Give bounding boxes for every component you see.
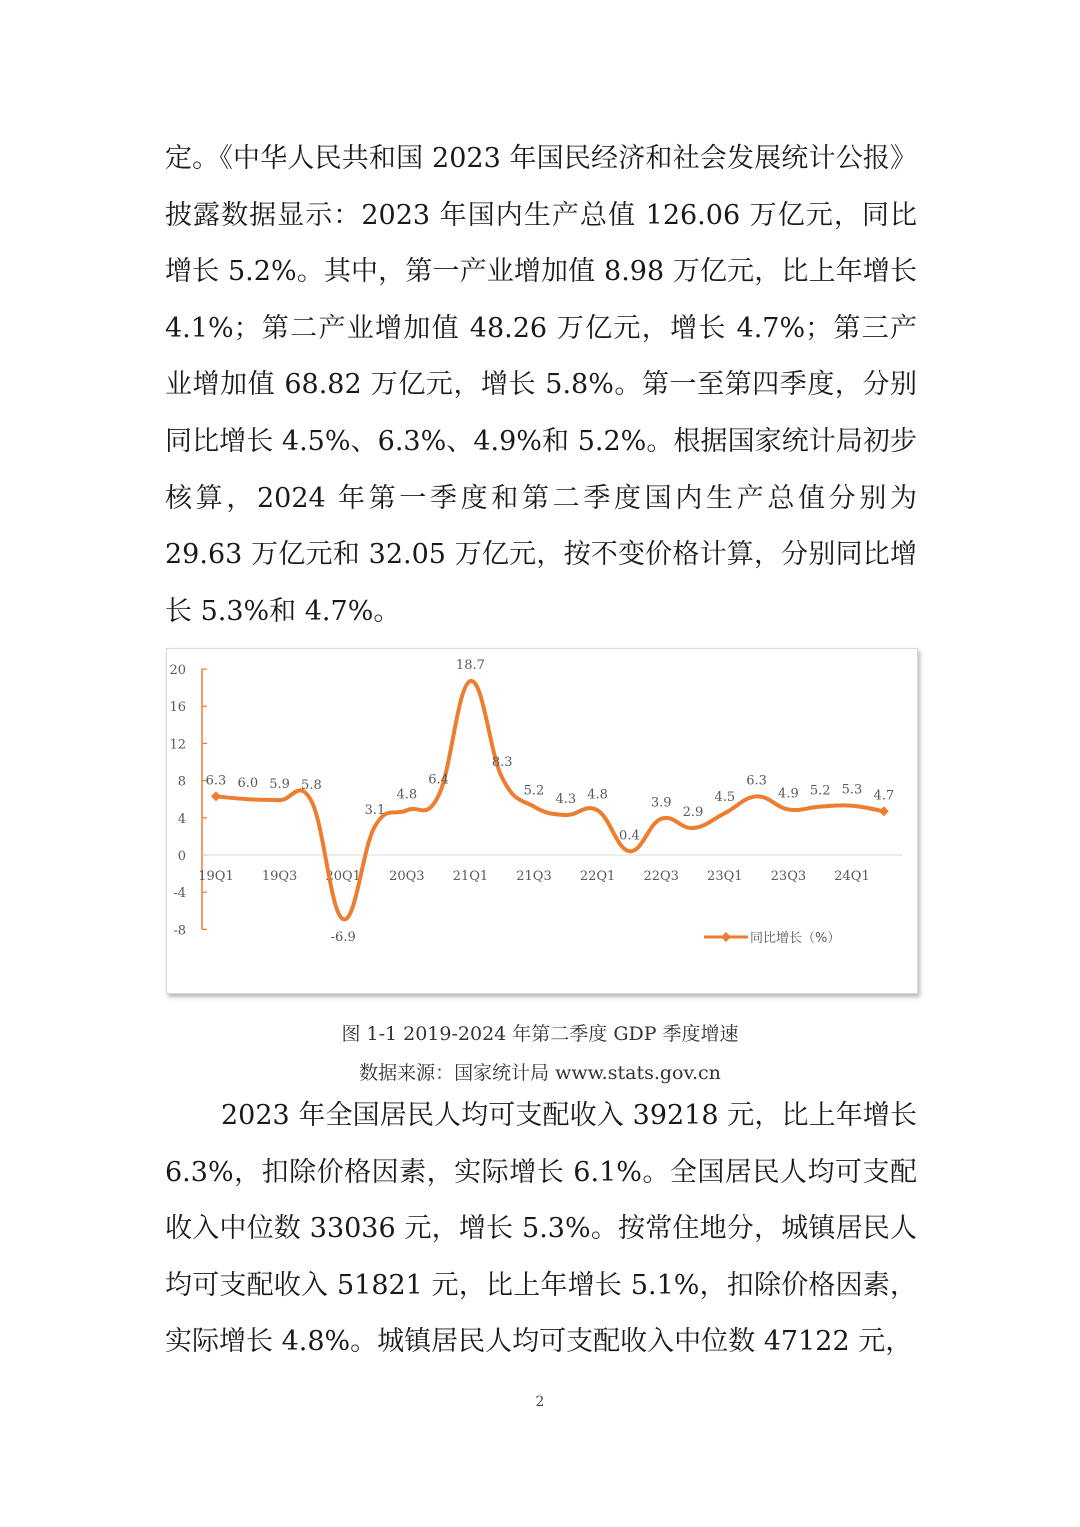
data-label: 6.3 — [205, 773, 227, 789]
x-tick-label: 23Q1 — [707, 869, 743, 884]
legend-label: 同比增长（%） — [750, 931, 841, 946]
x-tick-label: 23Q3 — [770, 869, 807, 884]
data-label: 4.7 — [873, 788, 895, 804]
y-tick-label: -4 — [173, 886, 186, 902]
x-tick-label: 19Q1 — [198, 869, 234, 884]
x-tick-label: 21Q1 — [452, 869, 489, 884]
y-tick-label: 4 — [177, 811, 186, 827]
data-label: 0.4 — [619, 828, 640, 844]
y-tick-label: 16 — [169, 700, 186, 716]
figure-caption: 图 1-1 2019-2024 年第二季度 GDP 季度增速 — [341, 1023, 739, 1045]
data-label: 3.1 — [364, 803, 386, 819]
y-tick-label: -8 — [173, 923, 186, 939]
figure-source: 数据来源：国家统计局 www.stats.gov.cn — [359, 1062, 721, 1084]
x-tick-label: 22Q3 — [643, 869, 679, 884]
x-tick-label: 24Q1 — [834, 869, 870, 884]
data-label: 6.3 — [746, 773, 767, 789]
data-label: 6.0 — [237, 776, 259, 792]
point-marker — [879, 806, 889, 816]
x-tick-label: 20Q3 — [389, 869, 425, 884]
data-label: 4.5 — [714, 790, 736, 806]
data-label: 5.9 — [269, 777, 290, 793]
data-label: 2.9 — [682, 805, 704, 821]
data-label: 4.8 — [396, 787, 418, 803]
y-tick-label: 8 — [177, 774, 186, 790]
y-tick-label: 12 — [169, 737, 186, 753]
data-label: 6.4 — [428, 772, 449, 788]
body-paragraph-gdp: 定。《中华人民共和国 2023 年国民经济和社会发展统计公报》披露数据显示：2023 年国内生产总值 126.06 万亿元，同比增长 5.2%。其中，第一产业增加值 8.98 万亿元，比上年增长 4.1%；第二产业增加值 48.26 万亿元，增长 4.7%；第三产业增加值 68.82 万亿元，增长 5.8%。第一至第四季度，分别同比增长 4.5%、6.3%、4.9%和 5.2%。根据国家统计局初步核算，2024 年第一季度和第二季度国内生产总值分别为 29.63 万亿元和 32.05 万亿元，按不变价格计算，分别同比增长 5.3%和 4.7%。 — [165, 143, 917, 627]
x-tick-label: 20Q1 — [325, 869, 361, 884]
data-label: 4.9 — [778, 786, 799, 802]
x-tick-label: 21Q3 — [516, 869, 552, 884]
x-tick-label: 19Q3 — [261, 869, 298, 884]
data-label: 18.7 — [455, 658, 485, 674]
y-tick-label: 0 — [177, 849, 186, 864]
data-label: 4.8 — [587, 787, 608, 803]
data-label: 4.3 — [555, 792, 577, 808]
x-tick-label: 22Q1 — [579, 869, 616, 884]
y-tick-label: 20 — [169, 663, 186, 678]
data-label: 5.2 — [809, 783, 831, 799]
data-label: 8.3 — [491, 754, 513, 770]
data-label: 5.8 — [301, 778, 322, 794]
gdp-growth-chart — [166, 648, 918, 994]
data-label: 5.3 — [841, 782, 863, 798]
body-paragraph-income: 2023 年全国居民人均可支配收入 39218 元，比上年增长 6.3%，扣除价格因素，实际增长 6.1%。全国居民人均可支配收入中位数 33036 元，增长 5.3%。按常住地分，城镇居民人均可支配收入 51821 元，比上年增长 5.1%，扣除价格因素，实际增长 4.8%。城镇居民人均可支配收入中位数 47122 元， — [165, 1100, 917, 1358]
data-label: 3.9 — [650, 795, 672, 811]
legend-marker — [721, 932, 731, 942]
data-label: 5.2 — [523, 783, 545, 799]
point-marker — [211, 791, 221, 801]
page-number: 2 — [535, 1394, 545, 1410]
data-label: -6.9 — [330, 930, 356, 946]
chart-canvas — [167, 649, 917, 993]
